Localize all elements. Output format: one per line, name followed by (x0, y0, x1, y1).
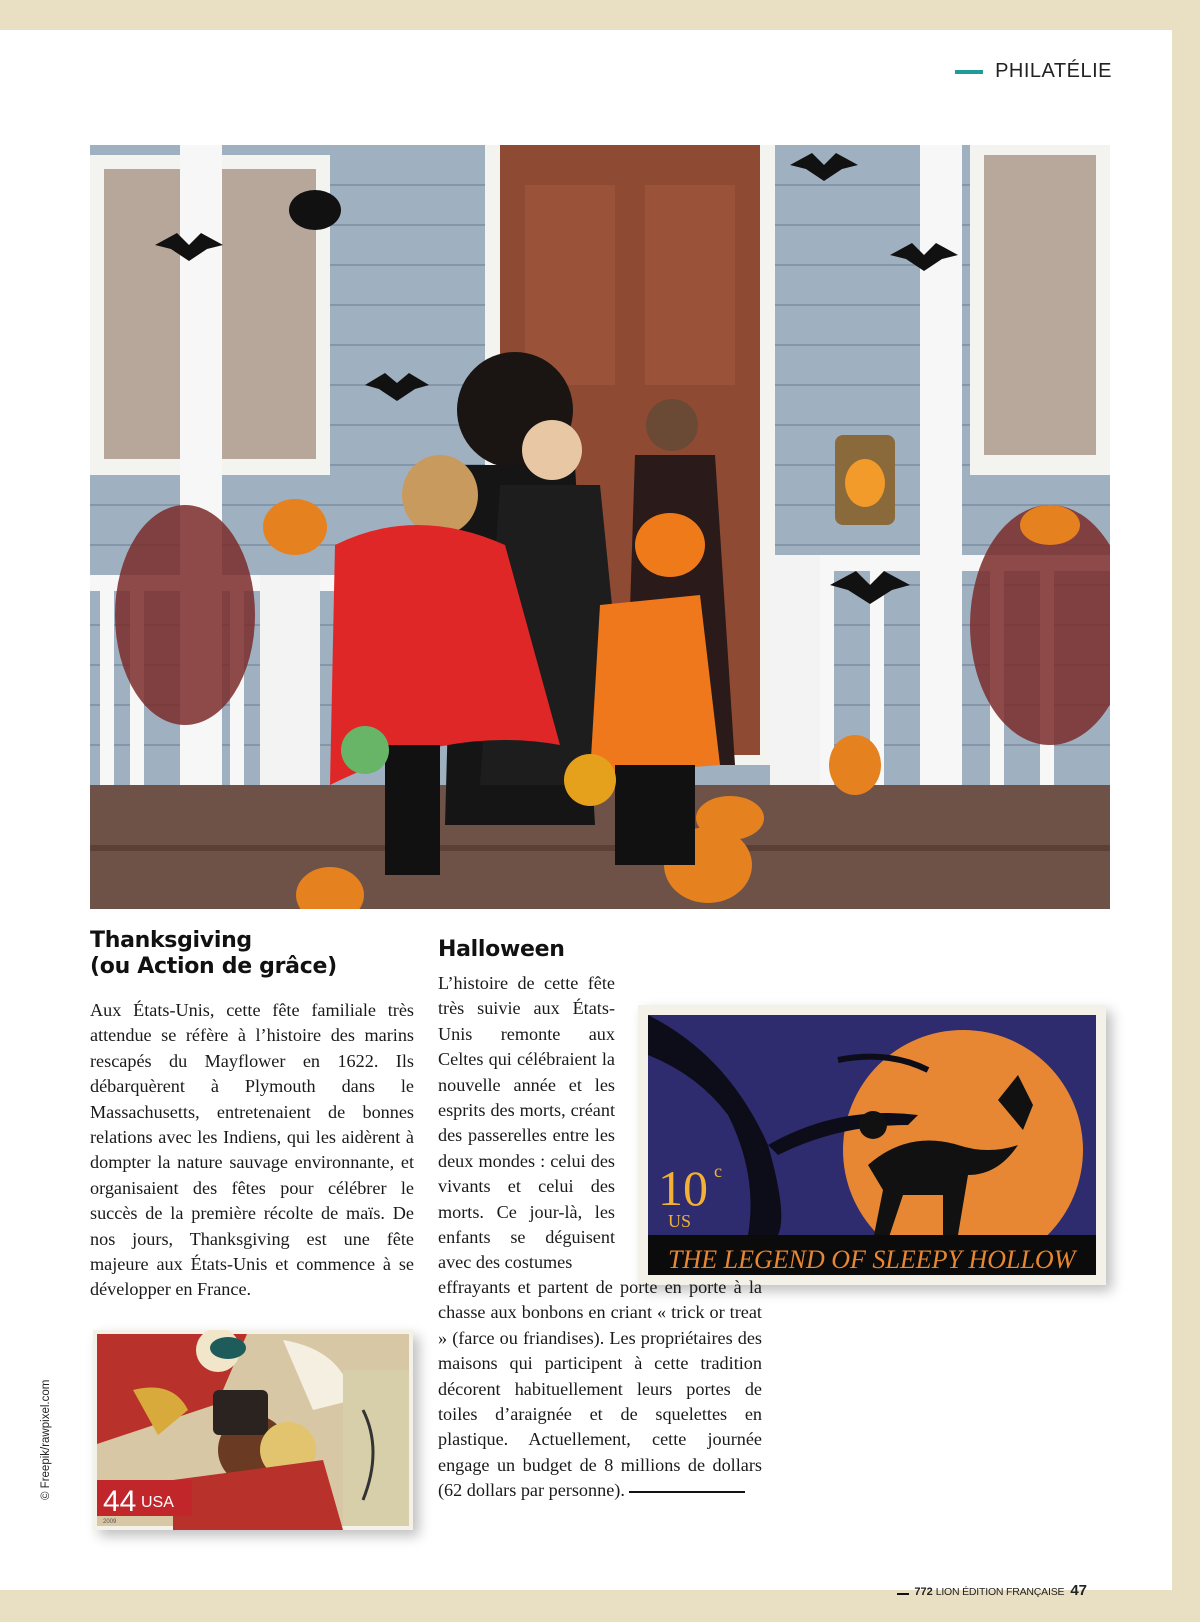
stamp2-cents: c (714, 1161, 722, 1181)
halloween-body-part2-text: effrayants et partent de porte en porte à la chasse aux bonbons en criant « trick or treat » (farce ou friandises). Les propriétaires des maisons qui participent à cette tradition décorent habituellement leurs portes de toiles d’araignée et de squelettes en plastique. Actuellement, cette journée engage un budget de 8 millions de dollars (62 dollars par personne). (438, 1277, 762, 1501)
article-end-rule (629, 1491, 745, 1493)
page-number: 47 (1070, 1582, 1087, 1599)
sleepy-hollow-stamp-illustration (638, 1005, 1106, 1285)
thanksgiving-title (90, 928, 420, 980)
sleepy-hollow-stamp (638, 1005, 1106, 1285)
footer-dash (897, 1593, 909, 1595)
halloween-title: Halloween (438, 937, 565, 962)
halloween-body-part2 (438, 1275, 762, 1504)
thanksgiving-body: Aux États-Unis, cette fête familiale très attendue se réfère à l’histoire des marins rescapés du Mayflower en 1622. Ils débarquèrent à Plymouth dans le Massachusetts, entretenaient de bonnes relations avec les Indiens, qui les aidèrent à dompter la nature sauvage environnante, et organisaient des fêtes pour célébrer le succès de la première récolte de maïs. De nos jours, Thanksgiving est une fête majeure aux États-Unis et commence à se développer en France. (90, 1000, 414, 1300)
page-footer (897, 1582, 1087, 1599)
stamp1-year: 2009 (103, 1519, 117, 1525)
section-accent-bar (955, 70, 983, 74)
section-label: PHILATÉLIE (995, 60, 1112, 82)
stamp1-value: 44 (103, 1485, 137, 1518)
photo-illustration (90, 145, 1110, 909)
halloween-body-part1: L’histoire de cette fête très suivie aux États-Unis remonte aux Celtes qui célébraient la nouvelle année et les esprits des morts, créant des passerelles entre les deux mondes : celui des vivants et celui des morts. Ce jour-là, les enfants se déguisent avec des costumes (438, 973, 615, 1273)
photo-credit: © Freepik/rawpixel.com (40, 1379, 52, 1500)
stamp2-value: 10 (658, 1160, 708, 1216)
thanksgiving-title-line1: Thanksgiving (90, 928, 252, 953)
stamp1-country: USA (141, 1494, 174, 1511)
thanksgiving-parade-stamp (93, 1330, 413, 1530)
thanksgiving-title-line2: (ou Action de grâce) (90, 954, 337, 979)
footer-issue: 772 (914, 1586, 933, 1598)
stamp2-country: US (668, 1211, 692, 1231)
parade-stamp-illustration (93, 1330, 413, 1530)
magazine-page (0, 30, 1172, 1599)
halloween-trick-or-treat-photo (90, 145, 1110, 909)
footer-magazine: LION ÉDITION FRANÇAISE (935, 1586, 1065, 1598)
section-header (955, 60, 1112, 83)
stamp2-caption: THE LEGEND OF SLEEPY HOLLOW (668, 1245, 1076, 1274)
